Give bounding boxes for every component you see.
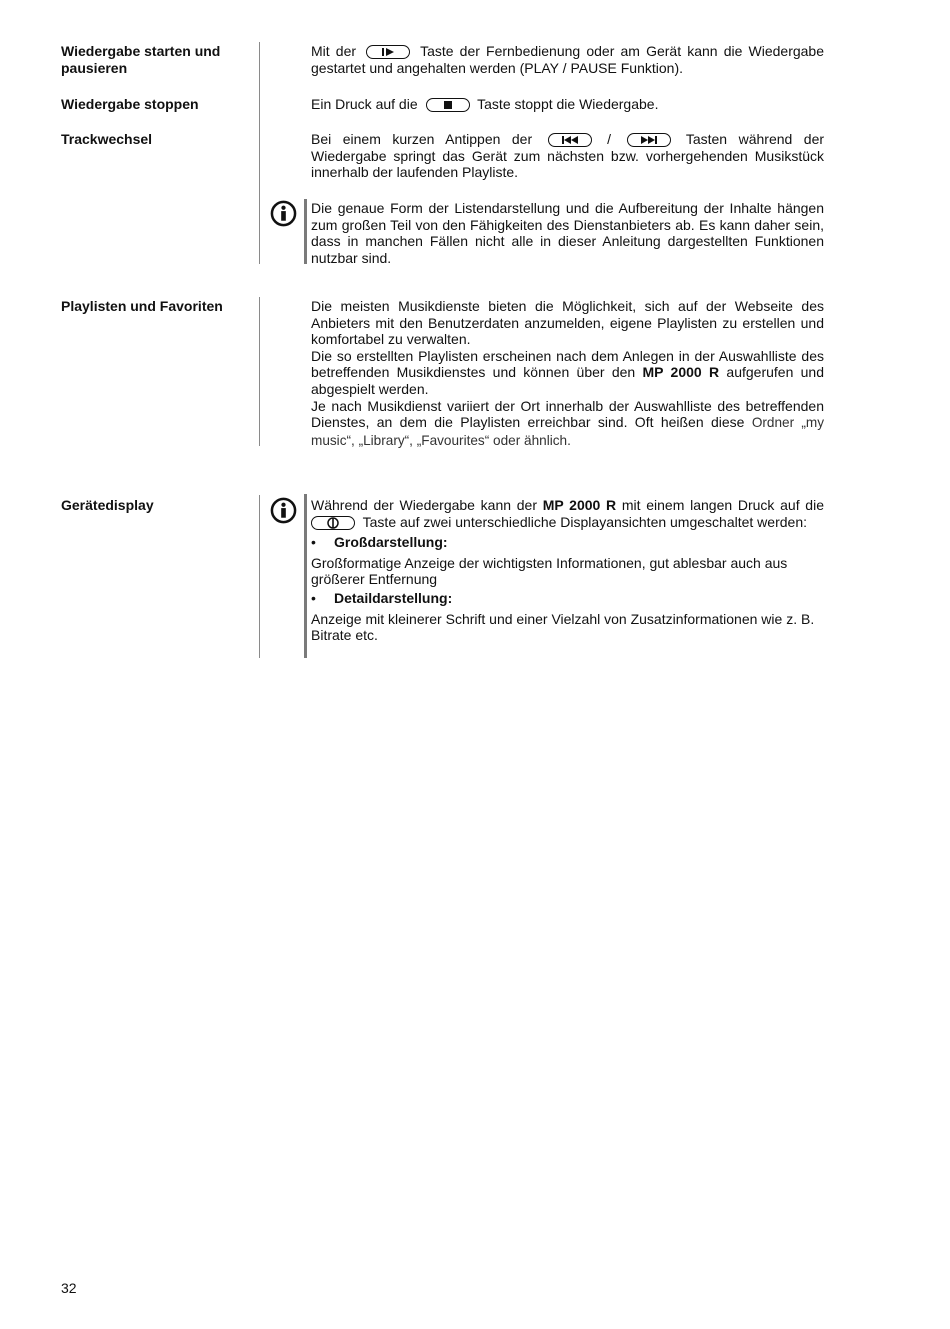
- heading-display: Gerätedisplay: [61, 497, 154, 513]
- info-icon: [270, 200, 297, 227]
- column-divider: [259, 42, 260, 264]
- stop-key-icon: [426, 98, 470, 112]
- heading-stop: Wiedergabe stoppen: [61, 96, 199, 112]
- text-track-change: Bei einem kurzen Antippen der / Tasten während der Wiedergabe springt das Gerät zum nächsten bzw. vorhergehenden Musikstück innerhalb der laufenden Playliste.: [311, 131, 825, 181]
- list-item: • Detaildarstellung:: [311, 590, 824, 607]
- list-item-text: Anzeige mit kleinerer Schrift und einer Vielzahl von Zusatzinformationen wie z. B. Bitrate etc.: [311, 610, 815, 644]
- info-icon: [270, 497, 297, 524]
- product-name: MP 2000 R: [542, 497, 617, 513]
- product-name: MP 2000 R: [642, 364, 720, 381]
- text-playlists: Die meisten Musikdienste bieten die Möglichkeit, sich auf der Webseite des Anbieters mit den Benutzerdaten anzumelden, eigene Playlisten zu erstellen und komfortabel zu verwalten. Die so erstellten Playlisten erscheinen nach dem Anlegen in der Auswahlliste des betreffenden Musikdienstes und können über den MP 2000 R aufgerufen und abgespielt werden. Je nach Musikdienst variiert der Ort innerhalb der Auswahlliste des betreffenden Dienstes, an dem die Playlisten erreichbar sind. Oft heißen diese Ordner „my music“, „Library“, „Favourites“ oder ähnlich.: [311, 298, 825, 448]
- note-bar: [304, 494, 307, 658]
- text-play-pause: Mit der Taste der Fernbedienung oder am Gerät kann die Wiedergabe gestartet und angehalten werden (PLAY / PAUSE Funktion).: [311, 43, 825, 76]
- list-item-text: Großformatige Anzeige der wichtigsten Informationen, gut ablesbar auch aus größerer Entfernung: [311, 554, 788, 588]
- heading-play-pause: Wiedergabe starten und pausieren: [61, 43, 221, 76]
- list-item: • Großdarstellung:: [311, 534, 824, 551]
- column-divider: [259, 297, 260, 446]
- previous-track-key-icon: [548, 133, 592, 147]
- next-track-key-icon: [627, 133, 671, 147]
- heading-track-change: Trackwechsel: [61, 131, 153, 147]
- text-stop: Ein Druck auf die Taste stoppt die Wiedergabe.: [311, 96, 659, 112]
- display-key-icon: [311, 516, 355, 530]
- text-display: Während der Wiedergabe kann der MP 2000 R mit einem langen Druck auf die Taste auf zwei unterschiedliche Displayansichten umgeschaltet werden: • Großdarstellung: Großformatige Anzeige der wichtigsten Informationen, gut ablesbar auch aus größerer Entfernung • Detaildarstellung: Anzeige mit kleinerer Schrift und einer Vielzahl von Zusatzinformationen wie z. B. Bitrate etc.: [311, 497, 824, 644]
- play-pause-key-icon: [366, 45, 410, 59]
- text-note: Die genaue Form der Listendarstellung und die Aufbereitung der Inhalte hängen zum großen Teil von den Fähigkeiten des Dienstanbieters ab. Es kann daher sein, dass in manchen Fällen nicht alle in dieser Anleitung dargestellten Funktionen nutzbar sind.: [311, 200, 824, 266]
- heading-playlists: Playlisten und Favoriten: [61, 298, 223, 314]
- column-divider: [259, 495, 260, 658]
- note-bar: [304, 199, 307, 264]
- page-number: 32: [61, 1280, 77, 1296]
